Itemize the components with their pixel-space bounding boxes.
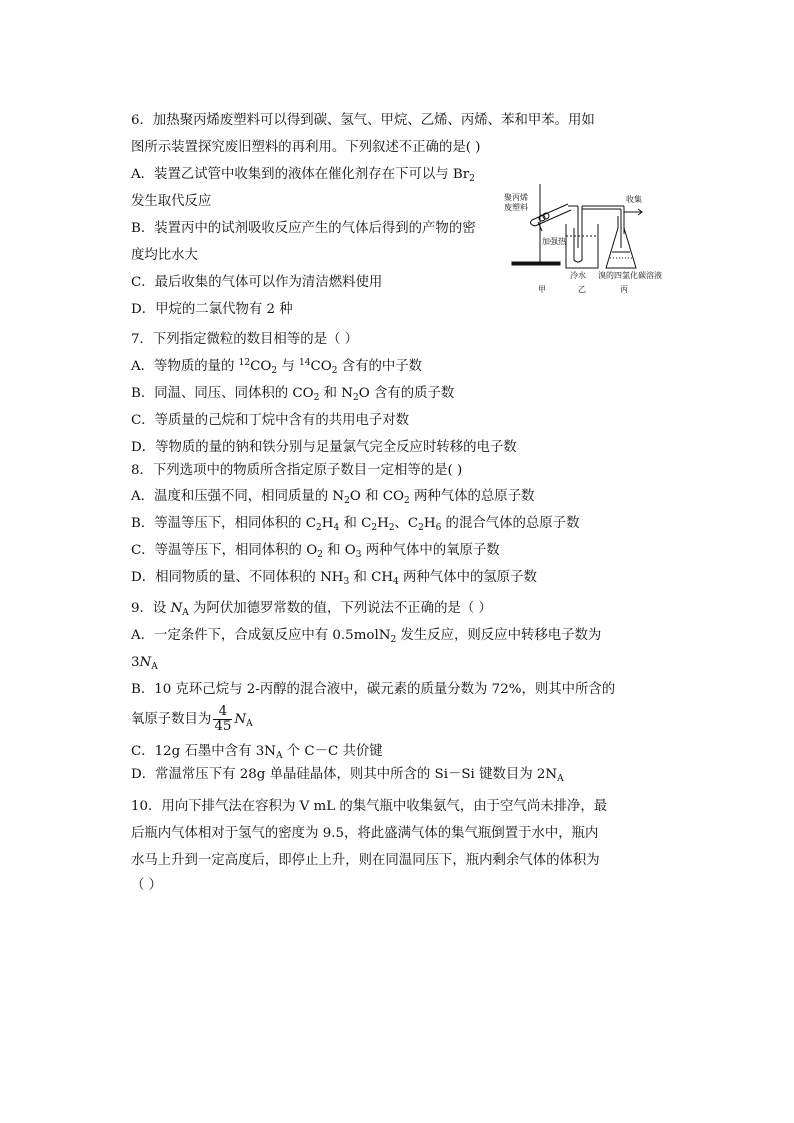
label-bromine: 溴的四氯化碳溶液 (598, 271, 662, 280)
label-collect: 收集 (626, 195, 642, 204)
q9-option-a-cont: $3N_A$ (131, 655, 158, 672)
q10-line2: 后瓶内气体相对于氢气的密度为 9.5，将此盛满气体的集气瓶倒置于水中，瓶内 (131, 826, 599, 841)
q10-line3: 水马上升到一定高度后，即停止上升，则在同温同压下，瓶内剩余气体的体积为 (131, 853, 600, 868)
q8-option-a: A．温度和压强不同，相同质量的 $N_2O$ 和 $CO_2$ 两种气体的总原子数 (131, 489, 535, 506)
q7-option-d: D．等物质的量的钠和铁分别与足量氯气完全反应时转移的电子数 (131, 440, 517, 455)
q7-option-a: A．等物质的量的 $^{12}CO_2$ 与 $^{14}CO_2$ 含有的中子数 (131, 358, 423, 376)
q9-option-b-cont: 氧原子数目为 $\frac{4}{45}$ $N_A$ (131, 704, 253, 734)
fraction: $\frac{4}{45}$ (214, 704, 232, 734)
q9-option-c: C．12g 石墨中含有 $3N_A$ 个 C－C 共价键 (131, 744, 383, 761)
q7-option-c: C．等质量的己烷和丁烷中含有的共用电子对数 (131, 413, 410, 428)
label-jia: 甲 (538, 285, 546, 294)
label-material-1: 聚丙烯 (504, 193, 528, 202)
q8-stem: 8．下列选项中的物质所含指定原子数目一定相等的是( ) (131, 463, 463, 478)
q9-stem: 9．设 $N_A$ 为阿伏加德罗常数的值，下列说法不正确的是（ ） (131, 601, 492, 618)
q6-option-d: D．甲烷的二氯代物有 2 种 (131, 302, 293, 317)
q9-option-d: D．常温常压下有 28g 单晶硅晶体，则其中所含的 Si－Si 键数目为 $2N_A$ (131, 767, 564, 784)
q10-line4: （ ） (131, 878, 163, 893)
q6-option-b-cont: 度均比水大 (131, 248, 198, 263)
q10-line1: 10．用向下排气法在容积为 V mL 的集气瓶中收集氨气，由于空气尚未排净，最 (131, 799, 608, 814)
label-bing: 丙 (620, 285, 628, 294)
q8-option-d: D．相同物质的量、不同体积的 $NH_3$ 和 $CH_4$ 两种气体中的氢原子数 (131, 570, 537, 587)
q6-option-b: B．装置丙中的试剂吸收反应产生的气体后得到的产物的密 (131, 221, 476, 236)
label-material-2: 废塑料 (504, 203, 528, 212)
label-heat: 加强热 (542, 237, 566, 246)
q7-stem: 7．下列指定微粒的数目相等的是（ ） (131, 332, 359, 347)
q8-option-c: C．等温等压下，相同体积的 $O_2$ 和 $O_3$ 两种气体中的氧原子数 (131, 543, 500, 560)
q9-option-b: B．10 克环己烷与 2-丙醇的混合液中，碳元素的质量分数为 72%，则其中所含的 (131, 682, 616, 697)
q6-stem-line2: 图所示装置探究废旧塑料的再利用。下列叙述不正确的是( ) (131, 140, 481, 155)
q8-option-b: B．等温等压下，相同体积的 $C_2H_4$ 和 $C_2H_2$、$C_2H_6$ 的混合气体的总原子数 (131, 516, 580, 533)
q9-option-a: A．一定条件下，合成氨反应中有 0.5molN$_2$ 发生反应，则反应中转移电子数为 (131, 628, 602, 645)
label-yi: 乙 (578, 285, 586, 294)
q6-option-a: A．装置乙试管中收集到的液体在催化剂存在下可以与 $Br_2$ (131, 167, 475, 184)
q6-option-a-cont: 发生取代反应 (131, 194, 212, 209)
q6-option-c: C．最后收集的气体可以作为清洁燃料使用 (131, 275, 383, 290)
apparatus-figure (502, 176, 662, 294)
q6-stem-line1: 6．加热聚丙烯废塑料可以得到碳、氢气、甲烷、乙烯、丙烯、苯和甲苯。用如 (131, 113, 595, 128)
q7-option-b: B．同温、同压、同体积的 $CO_2$ 和 $N_2O$ 含有的质子数 (131, 386, 455, 403)
label-cold-water: 冷水 (570, 271, 586, 280)
